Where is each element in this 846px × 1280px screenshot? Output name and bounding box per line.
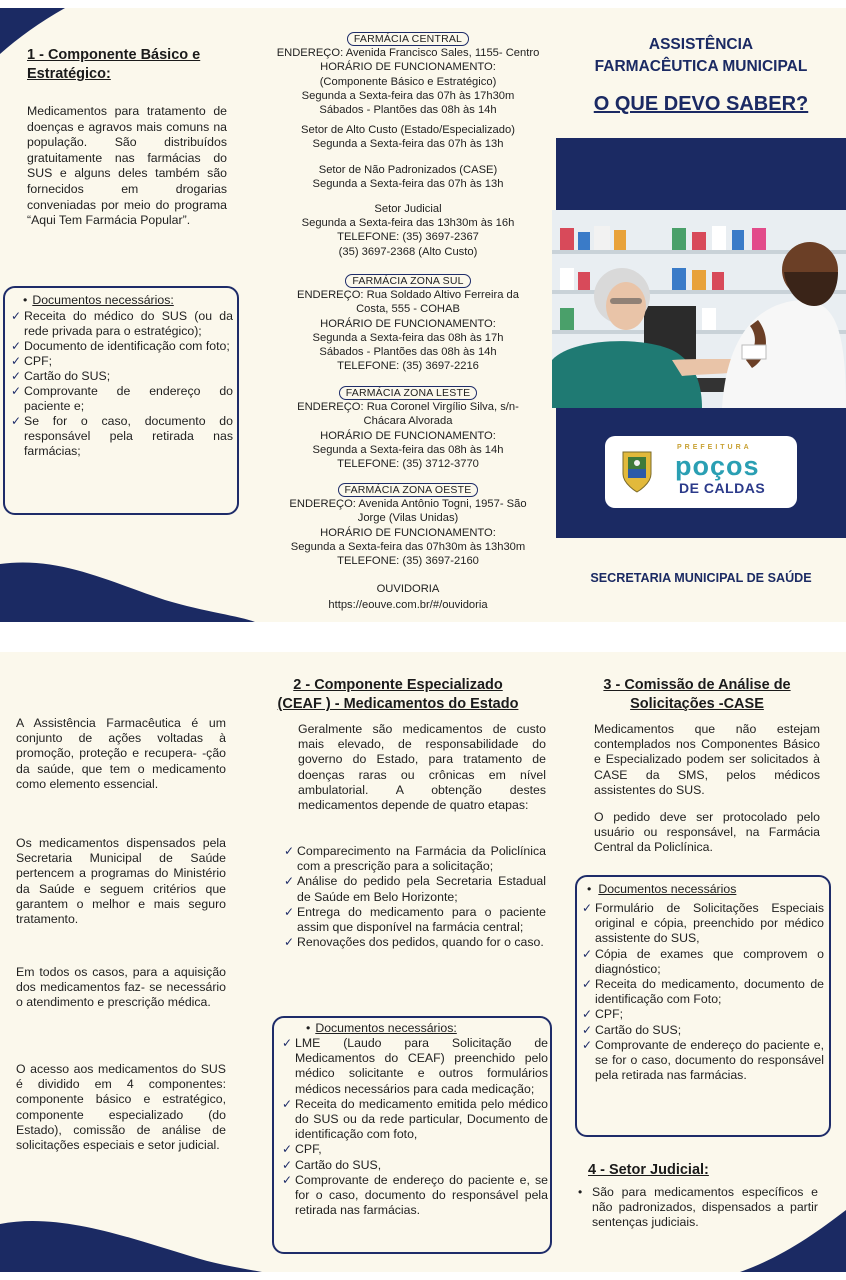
list-item: ✓ Análise do pedido pela Secretaria Estadual de Saúde em Belo Horizonte;: [284, 874, 546, 904]
pharmacist-photo: [552, 210, 846, 408]
case-paragraph-2: O pedido deve ser protocolado pelo usuário ou responsável, na Farmácia Central da Policlínica.: [594, 810, 820, 855]
check-icon: ✓: [11, 339, 22, 353]
pharmacy-label: FARMÁCIA ZONA SUL: [345, 274, 470, 288]
check-icon: ✓: [282, 1036, 293, 1050]
check-icon: ✓: [284, 874, 295, 889]
brochure-title: ASSISTÊNCIA FARMACÊUTICA MUNICIPAL: [594, 36, 808, 75]
check-icon: ✓: [282, 1096, 293, 1111]
docs-list: [282, 1036, 548, 1218]
check-icon: ✓: [582, 977, 593, 992]
bottom-left-wave: [0, 1221, 262, 1272]
pharmacy-label: FARMÁCIA ZONA LESTE: [339, 386, 478, 400]
logo-sub: DE CALDAS: [679, 480, 766, 496]
coat-of-arms-icon: [619, 448, 655, 494]
bottom-left-wave: [0, 563, 255, 622]
brochure-outside: [0, 8, 846, 622]
docs-box-case: [575, 875, 831, 1137]
check-icon: ✓: [284, 935, 295, 950]
list-item: ✓ Entrega do medicamento para o paciente assim que disponível na farmácia central;: [284, 904, 546, 935]
docs-box-ceaf: [272, 1016, 552, 1254]
list-item: ✓ LME (Laudo para Solicitação de Medicamentos do CEAF) preenchido pelo médico solicitante e outros formulários médicos necessários para cada medicação;: [282, 1036, 548, 1096]
check-icon: ✓: [11, 309, 22, 323]
judicial-paragraph: • São para medicamentos específicos e não padronizados, dispensados a partir sentenças judiciais.: [578, 1185, 818, 1230]
list-item: ✓ Cartão do SUS,: [282, 1157, 382, 1172]
check-icon: ✓: [582, 1007, 593, 1022]
list-item: ✓ CPF;: [582, 1007, 624, 1022]
check-icon: ✓: [284, 844, 295, 858]
list-item: ✓ Receita do medicamento, documento de identificação com Foto;: [582, 977, 824, 1007]
check-icon: ✓: [11, 414, 22, 428]
pharmacy-label: FARMÁCIA ZONA OESTE: [338, 483, 479, 497]
check-icon: ✓: [11, 369, 22, 383]
intro-paragraph-2: Os medicamentos dispensados pela Secretaria Municipal de Saúde pertencem a programas do Ministério da Saúde e seguem critérios que garantem o melhor e mais seguro tratamento.: [16, 836, 226, 927]
list-item: ✓ Formulário de Solicitações Especiais original e cópia, preenchido por médico assistente do SUS,: [582, 901, 824, 946]
check-icon: ✓: [282, 1172, 293, 1187]
list-item: ✓ Receita do medicamento emitida pelo médico do SUS ou da rede particular, Documento de identificação com foto,: [282, 1096, 548, 1142]
logo-main: poços: [675, 451, 760, 481]
case-paragraph-1: Medicamentos que não estejam contemplados nos Componentes Básico e Especializado podem ser solicitados à CASE da SMS, pelos médicos assistentes do SUS.: [594, 722, 820, 797]
docs-title: • Documentos necessários: [587, 882, 737, 896]
logo-prefeitura: PREFEITURA: [677, 444, 752, 451]
navy-band-top: [556, 138, 846, 210]
check-icon: ✓: [282, 1157, 293, 1172]
docs-list: [11, 309, 233, 459]
list-item: ✓ Comprovante de endereço do paciente e, se for o caso, documento do responsável pela retirada nas farmácias.: [582, 1037, 824, 1083]
list-item: ✓ CPF;: [11, 354, 53, 368]
list-item: ✓ Comprovante de endereço do paciente e;: [11, 384, 233, 413]
intro-paragraph-3: Em todos os casos, para a aquisição dos medicamentos faz- se necessário o atendimento e prescrição médica.: [16, 965, 226, 1010]
check-icon: ✓: [582, 901, 593, 915]
brochure-subtitle: O QUE DEVO SABER?: [593, 93, 809, 115]
check-icon: ✓: [582, 1022, 593, 1037]
check-icon: ✓: [582, 1037, 593, 1052]
component-specialized-heading: 2 - Componente Especializado (CEAF ) - Medicamentos do Estado: [277, 677, 519, 712]
docs-list: [582, 901, 824, 1083]
list-item: ✓ Comprovante de endereço do paciente e, se for o caso, documento do responsável pela retirada nas farmácias.: [282, 1172, 548, 1218]
list-item: ✓ Comparecimento na Farmácia da Policlínica com a prescrição para a solicitação;: [284, 844, 546, 874]
judicial-heading: 4 - Setor Judicial:: [588, 1162, 709, 1178]
brochure-inside: [0, 652, 846, 1272]
steps-list: [284, 844, 546, 950]
intro-paragraph-1: A Assistência Farmacêutica é um conjunto de ações voltadas à promoção, proteção e recupera- -ção da saúde, que tem o medicamento como elemento essencial.: [16, 716, 226, 791]
ouvidoria-link[interactable]: https://eouve.com.br/#/ouvidoria: [328, 599, 488, 612]
pharmacy-sul: FARMÁCIA ZONA SUL ENDEREÇO: Rua Soldado Altivo Ferreira da Costa, 555 - COHAB HORÁRIO DE FUNCIONAMENTO: Segunda a Sexta-feira das 08h às 17h Sábados - Plantões das 08h às 14h TELEFONE: (35) 3697-2216: [297, 275, 519, 373]
check-icon: ✓: [282, 1142, 293, 1157]
list-item: ✓ Cópia de exames que comprovem o diagnóstico;: [582, 946, 824, 976]
check-icon: ✓: [11, 354, 22, 368]
check-icon: ✓: [284, 904, 295, 919]
intro-paragraph-4: O acesso aos medicamentos do SUS é dividido em 4 componentes: componente básico e estratégico, componente especializado (do Estado), comissão de análise de solicitações especiais e setor judicial.: [16, 1062, 226, 1153]
list-item: ✓ Cartão do SUS;: [11, 369, 111, 383]
ouvidoria-label: OUVIDORIA: [376, 583, 440, 595]
docs-title: • Documentos necessários:: [306, 1021, 457, 1035]
list-item: ✓ CPF,: [282, 1142, 322, 1157]
check-icon: ✓: [11, 384, 22, 398]
component-basic-heading: 1 - Componente Básico e Estratégico:: [27, 47, 201, 82]
docs-title: • Documentos necessários:: [23, 293, 174, 307]
secretaria-label: SECRETARIA MUNICIPAL DE SAÚDE: [590, 571, 812, 585]
case-heading: 3 - Comissão de Análise de Solicitações -CASE: [603, 677, 791, 712]
list-item: ✓ Receita do médico do SUS (ou da rede privada para o estratégico);: [11, 309, 233, 338]
list-item: ✓ Cartão do SUS;: [582, 1022, 682, 1037]
ouvidoria: [268, 582, 548, 612]
pharmacy-oeste: FARMÁCIA ZONA OESTE ENDEREÇO: Avenida Antônio Togni, 1957- São Jorge (Vilas Unidas) HORÁRIO DE FUNCIONAMENTO: Segunda a Sexta-feira das 07h30m às 13h30m TELEFONE: (35) 3697-2160: [289, 484, 527, 568]
check-icon: ✓: [582, 946, 593, 961]
docs-box-basic: [3, 286, 239, 515]
list-item: ✓ Se for o caso, documento do responsável pela retirada nas farmácias;: [11, 414, 233, 458]
list-item: ✓ Renovações dos pedidos, quando for o caso.: [284, 935, 544, 950]
pharmacy-leste: FARMÁCIA ZONA LESTE ENDEREÇO: Rua Coronel Virgílio Silva, s/n- Chácara Alvorada HORÁRIO DE FUNCIONAMENTO: Segunda a Sexta-feira das 08h às 14h TELEFONE: (35) 3712-3770: [297, 387, 519, 471]
component-specialized-paragraph: Geralmente são medicamentos de custo mais elevado, de responsabilidade do governo do Estado, para tratamento de doenças raras ou crônicas em nível ambulatorial. A obtenção destes medicamentos depende de quatro etapas:: [298, 722, 546, 813]
pharmacy-central: FARMÁCIA CENTRAL ENDEREÇO: Avenida Francisco Sales, 1155- Centro HORÁRIO DE FUNCIONAMENTO: (Componente Básico e Estratégico) Segunda a Sexta-feira das 07h às 17h30m Sábados - Plantões das 08h às 14h Setor de Alto Custo (Estado/Especializado) Segunda a Sexta-feira das 07h às 13h Setor de Não Padronizados (CASE) Segunda a Sexta-feira das 07h às 13h Setor Judicial Segunda a Sexta-feira das 13h30m às 16h TELEFONE: (35) 3697-2367 (35) 3697-2368 (Alto Custo): [276, 33, 540, 258]
city-logo: [605, 436, 797, 508]
pharmacy-label: FARMÁCIA CENTRAL: [347, 32, 469, 46]
component-basic-paragraph: Medicamentos para tratamento de doenças e agravos mais comuns na população. São distribuídos gratuitamente nas farmácias do SUS e alguns deles também são fornecidos em drogarias conveniadas por meio do programa “Aqui Tem Farmácia Popular”.: [27, 104, 227, 228]
list-item: ✓ Documento de identificação com foto;: [11, 339, 230, 353]
